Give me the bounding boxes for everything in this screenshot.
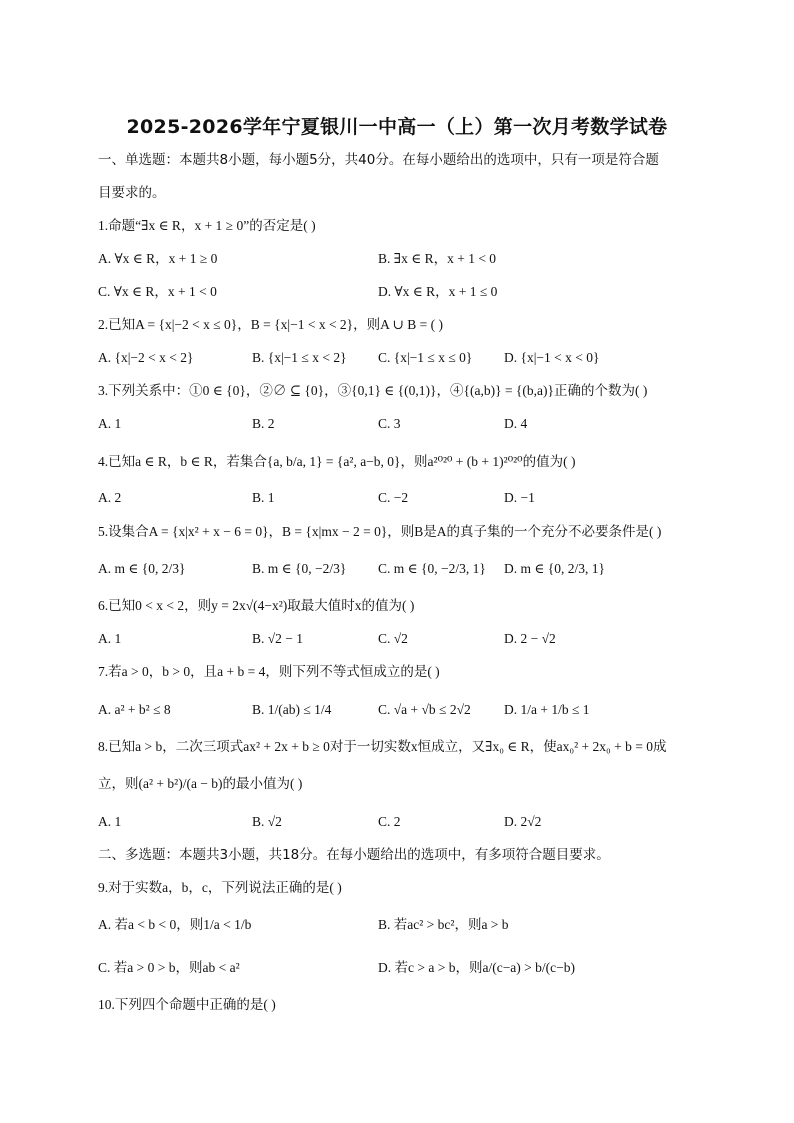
q7-option-b: B. 1/(ab) ≤ 1/4	[252, 702, 332, 717]
question-2-stem: 2.已知A = {x|−2 < x ≤ 0}，B = {x|−1 < x < 2}，则A ∪ B = ( )	[98, 317, 443, 332]
question-6-stem: 6.已知0 < x < 2，则y = 2x√(4−x²)取最大值时x的值为( )	[98, 598, 415, 613]
q9-option-a: A. 若a < b < 0，则1/a < 1/b	[98, 917, 252, 932]
q9-option-d: D. 若c > a > b，则a/(c−a) > b/(c−b)	[378, 960, 576, 975]
q5-option-c: C. m ∈ {0, −2/3, 1}	[378, 561, 486, 576]
q3-option-c: C. 3	[378, 416, 401, 431]
q2-option-b: B. {x|−1 ≤ x < 2}	[252, 350, 347, 365]
q6-option-a: A. 1	[98, 631, 122, 646]
question-4-stem: 4.已知a ∈ R，b ∈ R，若集合{a, b/a, 1} = {a², a−b, 0}，则a²⁰²⁰ + (b + 1)²⁰²⁰的值为( )	[98, 454, 576, 469]
section1-heading-cont: 目要求的。	[98, 185, 166, 201]
q3-option-d: D. 4	[504, 416, 528, 431]
q7-option-c: C. √a + √b ≤ 2√2	[378, 702, 471, 717]
q9-option-c: C. 若a > 0 > b，则ab < a²	[98, 960, 240, 975]
q6-option-c: C. √2	[378, 631, 408, 646]
question-3-stem: 3.下列关系中：①0 ∈ {0}，②∅ ⊆ {0}，③{0,1} ∈ {(0,1)}，④{(a,b)} = {(b,a)}正确的个数为( )	[98, 383, 648, 398]
q8-option-c: C. 2	[378, 814, 401, 829]
question-9-stem: 9.对于实数a，b，c，下列说法正确的是( )	[98, 880, 342, 895]
q6-option-d: D. 2 − √2	[504, 631, 556, 646]
q3-option-b: B. 2	[252, 416, 275, 431]
q7-option-a: A. a² + b² ≤ 8	[98, 702, 171, 717]
section2-heading: 二、多选题：本题共3小题，共18分。在每小题给出的选项中，有多项符合题目要求。	[98, 847, 610, 863]
q1-option-b: B. ∃x ∈ R，x + 1 < 0	[378, 251, 497, 266]
q9-option-b: B. 若ac² > bc²，则a > b	[378, 917, 509, 932]
q8-option-a: A. 1	[98, 814, 122, 829]
q1-option-a: A. ∀x ∈ R，x + 1 ≥ 0	[98, 251, 218, 266]
q5-option-b: B. m ∈ {0, −2/3}	[252, 561, 347, 576]
exam-title: 2025-2026学年宁夏银川一中高一（上）第一次月考数学试卷	[126, 116, 668, 138]
q3-option-a: A. 1	[98, 416, 122, 431]
q1-option-c: C. ∀x ∈ R，x + 1 < 0	[98, 284, 217, 299]
section1-heading: 一、单选题：本题共8小题，每小题5分，共40分。在每小题给出的选项中，只有一项是符合题	[98, 152, 659, 168]
q6-option-b: B. √2 − 1	[252, 631, 304, 646]
q8-option-d: D. 2√2	[504, 814, 542, 829]
question-8-stem-cont: 立，则(a² + b²)/(a − b)的最小值为( )	[98, 776, 303, 791]
q2-option-a: A. {x|−2 < x < 2}	[98, 350, 194, 365]
question-1-stem: 1.命题“∃x ∈ R，x + 1 ≥ 0”的否定是( )	[98, 218, 316, 233]
q7-option-d: D. 1/a + 1/b ≤ 1	[504, 702, 590, 717]
q2-option-d: D. {x|−1 < x < 0}	[504, 350, 600, 365]
question-8-stem: 8.已知a > b，二次三项式ax² + 2x + b ≥ 0对于一切实数x恒成立，又∃x₀ ∈ R，使ax₀² + 2x₀ + b = 0成	[98, 739, 667, 754]
q1-option-d: D. ∀x ∈ R，x + 1 ≤ 0	[378, 284, 498, 299]
q5-option-d: D. m ∈ {0, 2/3, 1}	[504, 561, 605, 576]
q4-option-b: B. 1	[252, 490, 275, 505]
q5-option-a: A. m ∈ {0, 2/3}	[98, 561, 186, 576]
q4-option-a: A. 2	[98, 490, 122, 505]
q2-option-c: C. {x|−1 ≤ x ≤ 0}	[378, 350, 473, 365]
q4-option-c: C. −2	[378, 490, 409, 505]
question-7-stem: 7.若a > 0，b > 0，且a + b = 4，则下列不等式恒成立的是( )	[98, 664, 440, 679]
q8-option-b: B. √2	[252, 814, 282, 829]
q4-option-d: D. −1	[504, 490, 535, 505]
question-10-stem: 10.下列四个命题中正确的是( )	[98, 997, 276, 1012]
question-5-stem: 5.设集合A = {x|x² + x − 6 = 0}，B = {x|mx − 2 = 0}，则B是A的真子集的一个充分不必要条件是( )	[98, 524, 662, 539]
